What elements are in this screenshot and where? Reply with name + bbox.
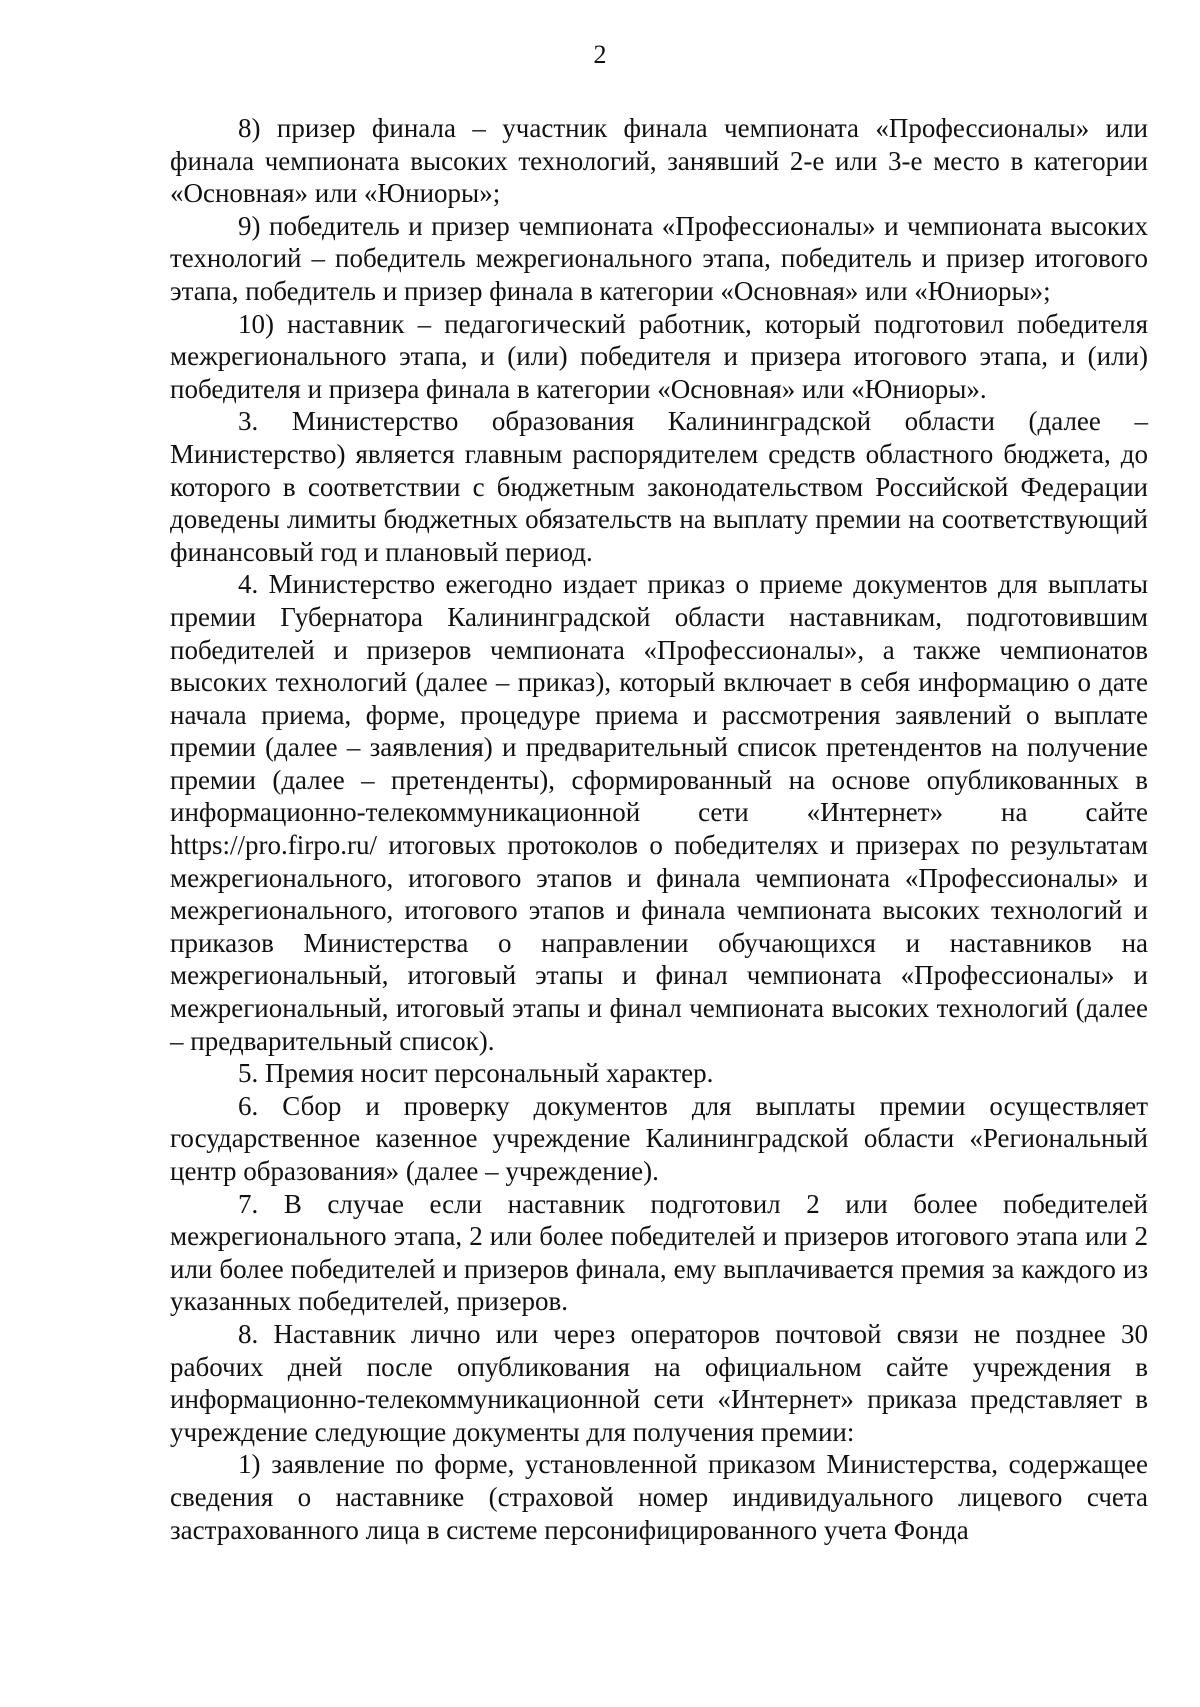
paragraph-item-9-winner-and-prize-winner: 9) победитель и призер чемпионата «Профессионалы» и чемпионата высоких технологий – победитель межрегионального этапа, победитель и призер итогового этапа, победитель и призер финала в категории «Основная» или «Юниоры»; (170, 210, 1148, 306)
paragraph-clause-5: 5. Премия носит персональный характер. (238, 1058, 714, 1089)
paragraph-item-8-prize-winner: 8) призер финала – участник финала чемпионата «Профессионалы» или финала чемпионата высоких технологий, занявший 2-е или 3-е место в категории «Основная» или «Юниоры»; (170, 113, 1148, 209)
paragraph-item-10-mentor: 10) наставник – педагогический работник, который подготовил победителя межрегионального этапа, и (или) победителя и призера итогового этапа, и (или) победителя и призера финала в категории «Основная» или «Юниоры». (170, 308, 1148, 404)
paragraph-clause-3: 3. Министерство образования Калининградской области (далее – Министерство) является главным распорядителем средств областного бюджета, до которого в соответствии с бюджетным законодательством Российской Федерации доведены лимиты бюджетных обязательств на выплату премии на соответствующий финансовый год и плановый период. (170, 406, 1148, 567)
paragraph-clause-6: 6. Сбор и проверку документов для выплаты премии осуществляет государственное казенное учреждение Калининградской области «Региональный центр образования» (далее – учреждение). (170, 1090, 1148, 1186)
page-number: 2 (593, 40, 607, 69)
paragraph-subitem-1-application: 1) заявление по форме, установленной приказом Министерства, содержащее сведения о наставнике (страховой номер индивидуального лицевого счета застрахованного лица в системе персонифицированного учета Фонда (170, 1449, 1148, 1545)
paragraph-clause-8: 8. Наставник лично или через операторов почтовой связи не позднее 30 рабочих дней после опубликования на официальном сайте учреждения в информационно-телекоммуникационной сети «Интернет» приказа представляет в учреждение следующие документы для получения премии: (170, 1318, 1148, 1447)
paragraph-clause-4: 4. Министерство ежегодно издает приказ о приеме документов для выплаты премии Губернатора Калининградской области наставникам, подготовившим победителей и призеров чемпионата «Профессионалы», а также чемпионатов высоких технологий (далее – приказ), который включает в себя информацию о дате начала приема, форме, процедуре приема и рассмотрения заявлений о выплате премии (далее – заявления) и предварительный список претендентов на получение премии (далее – претенденты), сформированный на основе опубликованных в информационно-телекоммуникационной сети «Интернет» на сайте https://pro.firpo.ru/ итоговых протоколов о победителях и призерах по результатам межрегионального, итогового этапов и финала чемпионата «Профессионалы» и межрегионального, итогового этапов и финала чемпионата высоких технологий и приказов Министерства о направлении обучающихся и наставников на межрегиональный, итоговый этапы и финал чемпионата «Профессионалы» и межрегиональный, итоговый этапы и финал чемпионата высоких технологий (далее – предварительный список). (170, 569, 1148, 1056)
paragraph-clause-7: 7. В случае если наставник подготовил 2 или более победителей межрегионального этапа, 2 или более победителей и призеров итогового этапа или 2 или более победителей и призеров финала, ему выплачивается премия за каждого из указанных победителей, призеров. (170, 1188, 1148, 1317)
document-body (170, 112, 1148, 1546)
